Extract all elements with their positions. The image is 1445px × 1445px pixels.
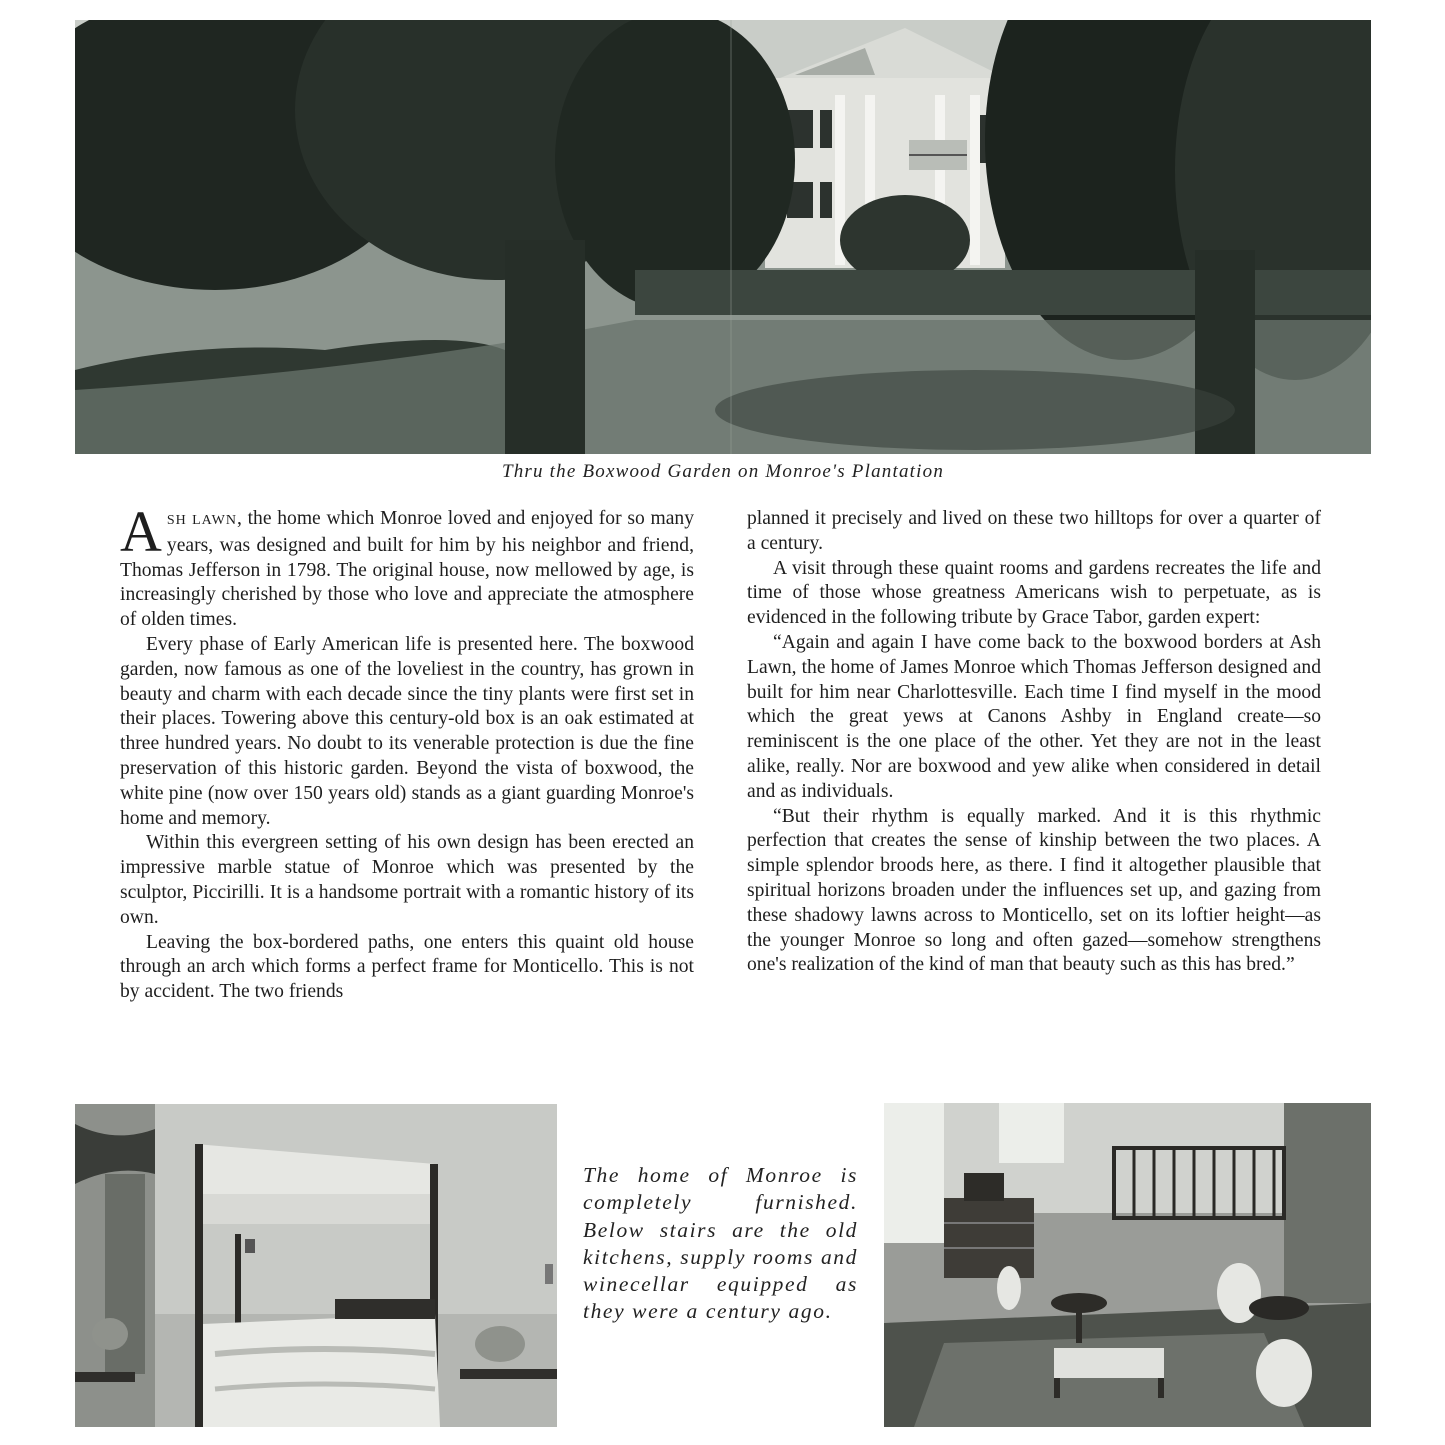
paragraph-quote-2: “But their rhythm is equally marked. And it is this rhythmic perfection that creates the sense of kinship between the two places. A simple splendor broods here, as there. I find it altogether plausible that spiritual horizons broaden under the influences set up, and gazing from these shadowy lawns across to Monticello, set on its loftier height—as the younger Monroe so long and often gazed—somehow strengthens one's realization of the kind of man that beauty such as this has bred.” [747, 805, 1321, 976]
paragraph-visit: A visit through these quaint rooms and gardens recreates the life and time of those whose greatness Americans wish to perpetuate, as is evidenced in the following tribute by Grace Tabor, garden expert: [747, 557, 1321, 629]
bottom-caption: The home of Monroe is completely furnished. Below stairs are the old kitchens, supply rooms and winecellar equipped as they were a century ago. [583, 1163, 858, 1324]
paragraph-arch: Leaving the box-bordered paths, one enters this quaint old house through an arch which forms a perfect frame for Monticello. This is not by accident. The two friends [120, 931, 694, 1003]
paragraph-statue: Within this evergreen setting of his own design has been erected an impressive marble statue of Monroe which was presented by the sculptor, Piccirilli. It is a handsome portrait with a romantic history of its own. [120, 832, 694, 928]
paragraph-quote-1: “Again and again I have come back to the boxwood borders at Ash Lawn, the home of James Monroe which Thomas Jefferson designed and built for him near Charlottesville. Each time I find myself in the mood which the great yews at Canons Ashby in England create—so reminiscent is the one place of the other. Yet they are not in the least alike, really. Nor are boxwood and yew alike when considered in detail and as individuals. [747, 631, 1321, 802]
paragraph-early-american-life: Every phase of Early American life is presented here. The boxwood garden, now famous as one of the loveliest in the country, has grown in beauty and charm with each decade since the tiny plants were first set in their places. Towering above this century-old box is an oak estimated at three hundred years. No doubt to its venerable protection is due the fine preservation of this historic garden. Beyond the vista of boxwood, the white pine (now over 150 years old) stands as a giant guarding Monroe's home and memory. [120, 633, 694, 829]
top-photo-caption: Thru the Boxwood Garden on Monroe's Plantation [501, 461, 945, 482]
intro-text: , the home which Monroe loved and enjoyed for so many years, was designed and built for him by his neighbor and friend, Thomas Jefferson in 1798. The original house, now mellowed by age, is increasingly cherished by those who love and appreciate the atmosphere of olden times. [120, 508, 694, 631]
lead-small-caps: SH LAWN [166, 513, 237, 528]
paragraph-continued: planned it precisely and lived on these two hilltops for over a quarter of a century. [747, 508, 1321, 554]
nursery-photo [884, 1103, 1371, 1427]
article-right-column [747, 507, 1321, 978]
paragraph-intro [120, 499, 694, 633]
bedroom-photo [75, 1104, 557, 1427]
boxwood-garden-photo [75, 20, 1371, 454]
drop-cap: A [120, 499, 162, 564]
article-left-column [120, 499, 694, 1005]
